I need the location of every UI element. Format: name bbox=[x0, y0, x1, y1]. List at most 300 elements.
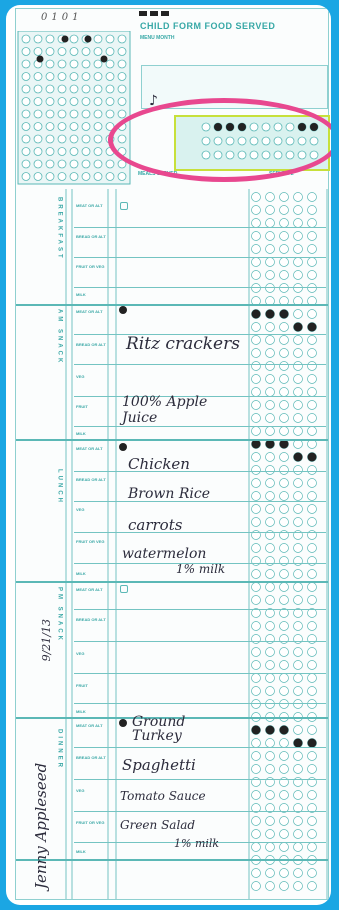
id-bubble bbox=[94, 123, 102, 131]
row-label: MEAT OR ALT bbox=[76, 309, 103, 314]
serving-bubble bbox=[266, 375, 275, 384]
serving-bubble bbox=[308, 557, 317, 566]
serving-bubble bbox=[266, 245, 275, 254]
serving-bubble bbox=[252, 635, 261, 644]
serving-bubble bbox=[252, 869, 261, 878]
serving-bubble bbox=[308, 544, 317, 553]
serving-bubble bbox=[266, 674, 275, 683]
id-bubble bbox=[58, 160, 66, 168]
serving-bubble bbox=[294, 310, 303, 319]
food-chicken: Chicken bbox=[128, 455, 190, 473]
id-bubble bbox=[94, 110, 102, 118]
serving-bubble bbox=[252, 583, 261, 592]
lunch-divider bbox=[16, 439, 328, 441]
serving-bubble bbox=[252, 323, 261, 332]
date-note: 9/21/13 bbox=[40, 619, 53, 662]
serving-bubble bbox=[280, 648, 289, 657]
id-bubble bbox=[58, 148, 66, 156]
serving-bubble bbox=[294, 570, 303, 579]
serving-bubble bbox=[294, 661, 303, 670]
serving-bubble bbox=[280, 791, 289, 800]
row-label: MEAT OR ALT bbox=[76, 587, 103, 592]
serving-bubble bbox=[280, 271, 289, 280]
serving-bubble bbox=[308, 349, 317, 358]
serving-bubble bbox=[266, 323, 275, 332]
id-bubble bbox=[82, 160, 90, 168]
served-label: SERVED 2 bbox=[269, 171, 294, 177]
row-label: MILK bbox=[76, 571, 86, 576]
id-bubble bbox=[34, 35, 42, 43]
id-bubble bbox=[22, 73, 30, 81]
serving-bubble bbox=[308, 635, 317, 644]
row-label: VEG bbox=[76, 374, 85, 379]
serving-bubble bbox=[280, 466, 289, 475]
serving-bubble bbox=[294, 687, 303, 696]
id-bubble bbox=[94, 60, 102, 68]
id-bubble bbox=[34, 85, 42, 93]
serving-bubble-filled bbox=[308, 453, 317, 462]
id-bubble bbox=[106, 73, 114, 81]
row-label: VEG bbox=[76, 788, 85, 793]
serving-bubble bbox=[252, 206, 261, 215]
id-bubble bbox=[106, 160, 114, 168]
serving-bubble bbox=[308, 401, 317, 410]
id-bubble bbox=[22, 98, 30, 106]
id-bubble bbox=[34, 48, 42, 56]
serving-bubble-filled bbox=[294, 323, 303, 332]
id-bubble bbox=[22, 110, 30, 118]
id-bubble bbox=[34, 98, 42, 106]
id-bubble bbox=[58, 85, 66, 93]
section-breakfast: BREAKFAST bbox=[56, 197, 63, 261]
serving-bubble-filled bbox=[252, 726, 261, 735]
serving-bubble bbox=[252, 791, 261, 800]
serving-bubble bbox=[252, 882, 261, 891]
serving-bubble bbox=[252, 401, 261, 410]
serving-bubble bbox=[280, 518, 289, 527]
serving-bubble bbox=[252, 245, 261, 254]
serving-bubble bbox=[294, 245, 303, 254]
serving-bubble bbox=[294, 349, 303, 358]
serving-bubble bbox=[308, 882, 317, 891]
serving-bubble bbox=[252, 622, 261, 631]
serving-bubble bbox=[266, 258, 275, 267]
serving-bubble bbox=[308, 518, 317, 527]
serving-bubble bbox=[266, 882, 275, 891]
serving-bubble bbox=[294, 479, 303, 488]
serving-bubble bbox=[308, 791, 317, 800]
serving-bubble bbox=[266, 271, 275, 280]
serving-bubble bbox=[252, 518, 261, 527]
serving-bubble-filled bbox=[266, 726, 275, 735]
serving-bubble bbox=[266, 284, 275, 293]
row-label: FRUIT OR VEG bbox=[76, 264, 105, 269]
row-label: VEG bbox=[76, 651, 85, 656]
serving-bubble bbox=[252, 427, 261, 436]
serving-bubble bbox=[294, 427, 303, 436]
id-bubble bbox=[82, 98, 90, 106]
serving-bubble bbox=[294, 466, 303, 475]
serving-bubble bbox=[266, 206, 275, 215]
filled-bubble bbox=[119, 306, 127, 314]
section-dinner: DINNER bbox=[56, 729, 63, 771]
serving-bubble-filled bbox=[294, 453, 303, 462]
serving-bubble bbox=[266, 505, 275, 514]
serving-bubble bbox=[266, 869, 275, 878]
food-juice: 100% Apple Juice bbox=[122, 394, 208, 426]
id-bubble bbox=[82, 123, 90, 131]
serving-bubble bbox=[308, 271, 317, 280]
id-bubble bbox=[94, 148, 102, 156]
serving-bubble bbox=[280, 323, 289, 332]
id-bubble-grid bbox=[16, 31, 136, 186]
row-label: BREAD OR ALT bbox=[76, 234, 106, 239]
serving-bubble bbox=[280, 882, 289, 891]
id-bubble bbox=[46, 135, 54, 143]
serving-bubble bbox=[308, 492, 317, 501]
serving-bubble bbox=[252, 817, 261, 826]
serving-bubble bbox=[280, 453, 289, 462]
serving-bubble bbox=[294, 258, 303, 267]
serving-bubble bbox=[252, 544, 261, 553]
serving-bubble bbox=[252, 570, 261, 579]
serving-bubble bbox=[280, 817, 289, 826]
serving-bubble bbox=[280, 336, 289, 345]
serving-bubble bbox=[308, 362, 317, 371]
food-milk: 1% milk bbox=[176, 562, 226, 576]
serving-bubble bbox=[252, 414, 261, 423]
serving-bubble bbox=[266, 765, 275, 774]
serving-bubble bbox=[252, 453, 261, 462]
id-bubble bbox=[106, 85, 114, 93]
id-bubble bbox=[58, 135, 66, 143]
serving-bubble bbox=[280, 427, 289, 436]
serving-bubble bbox=[308, 245, 317, 254]
serving-bubble bbox=[252, 492, 261, 501]
id-bubble bbox=[58, 73, 66, 81]
serving-bubble bbox=[252, 687, 261, 696]
id-bubble bbox=[94, 98, 102, 106]
serving-bubble bbox=[308, 505, 317, 514]
serving-bubble-filled bbox=[266, 310, 275, 319]
am-snack-divider bbox=[16, 304, 328, 306]
serving-bubble bbox=[252, 557, 261, 566]
serving-bubble bbox=[252, 375, 261, 384]
serving-bubble bbox=[252, 505, 261, 514]
serving-bubble bbox=[266, 830, 275, 839]
serving-bubble bbox=[252, 700, 261, 709]
serving-bubble bbox=[308, 752, 317, 761]
serving-bubble bbox=[266, 232, 275, 241]
serving-bubble bbox=[266, 479, 275, 488]
id-bubble bbox=[118, 173, 126, 181]
id-bubble bbox=[46, 85, 54, 93]
serving-bubble bbox=[308, 700, 317, 709]
serving-bubble bbox=[280, 830, 289, 839]
id-bubble bbox=[70, 160, 78, 168]
serving-bubble bbox=[252, 349, 261, 358]
id-bubble bbox=[82, 110, 90, 118]
id-bubble bbox=[106, 48, 114, 56]
serving-bubble bbox=[294, 271, 303, 280]
id-bubble bbox=[46, 98, 54, 106]
id-bubble bbox=[34, 110, 42, 118]
serving-bubble bbox=[266, 648, 275, 657]
id-bubble bbox=[22, 123, 30, 131]
highlight-circle bbox=[108, 98, 331, 182]
serving-bubble bbox=[280, 401, 289, 410]
serving-bubble bbox=[280, 414, 289, 423]
handwritten-check: ♪ bbox=[149, 93, 158, 109]
evening-divider bbox=[16, 859, 328, 861]
id-bubble bbox=[94, 135, 102, 143]
serving-bubble-filled bbox=[252, 310, 261, 319]
serving-bubble bbox=[308, 726, 317, 735]
id-bubble bbox=[34, 160, 42, 168]
id-bubble bbox=[70, 85, 78, 93]
pm-snack-divider bbox=[16, 581, 328, 583]
serving-bubble bbox=[280, 193, 289, 202]
id-bubble bbox=[106, 173, 114, 181]
serving-bubble bbox=[252, 765, 261, 774]
serving-bubble bbox=[280, 349, 289, 358]
row-label: BREAD OR ALT bbox=[76, 755, 106, 760]
serving-bubble bbox=[280, 583, 289, 592]
serving-bubble bbox=[266, 427, 275, 436]
checkbox[interactable] bbox=[120, 202, 128, 210]
serving-bubble bbox=[294, 414, 303, 423]
filled-bubble bbox=[119, 719, 127, 727]
serving-bubble bbox=[294, 791, 303, 800]
serving-bubble bbox=[252, 596, 261, 605]
serving-bubble bbox=[308, 830, 317, 839]
id-bubble bbox=[118, 60, 126, 68]
serving-bubble bbox=[252, 479, 261, 488]
serving-bubble bbox=[294, 700, 303, 709]
serving-bubble bbox=[294, 752, 303, 761]
section-am-snack: AM SNACK bbox=[56, 309, 63, 366]
serving-bubble bbox=[266, 401, 275, 410]
id-bubble bbox=[34, 148, 42, 156]
row-label: FRUIT bbox=[76, 683, 88, 688]
serving-bubble bbox=[280, 843, 289, 852]
serving-bubble bbox=[294, 518, 303, 527]
id-bubble bbox=[82, 60, 90, 68]
serving-bubble bbox=[280, 258, 289, 267]
serving-bubble bbox=[252, 362, 261, 371]
row-label: BREAD OR ALT bbox=[76, 477, 106, 482]
id-bubble bbox=[106, 35, 114, 43]
id-bubble bbox=[70, 173, 78, 181]
id-bubble bbox=[94, 48, 102, 56]
serving-bubble bbox=[266, 466, 275, 475]
serving-bubble bbox=[252, 752, 261, 761]
id-bubble bbox=[46, 123, 54, 131]
serving-bubble bbox=[280, 505, 289, 514]
serving-bubble bbox=[308, 843, 317, 852]
serving-bubble bbox=[308, 193, 317, 202]
serving-bubble bbox=[252, 232, 261, 241]
serving-bubble bbox=[266, 518, 275, 527]
section-pm-snack: PM SNACK bbox=[56, 587, 63, 644]
serving-bubble bbox=[266, 583, 275, 592]
serving-bubble bbox=[308, 583, 317, 592]
serving-bubble bbox=[252, 284, 261, 293]
serving-bubble bbox=[252, 466, 261, 475]
serving-bubble bbox=[266, 414, 275, 423]
serving-bubble bbox=[252, 830, 261, 839]
serving-bubble bbox=[266, 557, 275, 566]
section-lunch: LUNCH bbox=[56, 469, 63, 505]
id-bubble bbox=[22, 135, 30, 143]
serving-bubble bbox=[308, 765, 317, 774]
serving-bubble bbox=[266, 622, 275, 631]
food-milk-dinner: 1% milk bbox=[174, 837, 220, 850]
serving-bubble bbox=[266, 661, 275, 670]
serving-bubble bbox=[280, 232, 289, 241]
checkbox[interactable] bbox=[120, 585, 128, 593]
id-bubble bbox=[118, 85, 126, 93]
serving-bubble bbox=[280, 700, 289, 709]
serving-bubble bbox=[294, 284, 303, 293]
serving-bubble bbox=[266, 752, 275, 761]
id-bubble bbox=[82, 135, 90, 143]
serving-bubble bbox=[266, 544, 275, 553]
serving-bubble bbox=[308, 206, 317, 215]
serving-bubble bbox=[280, 869, 289, 878]
id-bubble bbox=[46, 148, 54, 156]
food-spaghetti: Spaghetti bbox=[122, 756, 196, 774]
id-bubble bbox=[34, 173, 42, 181]
serving-bubble bbox=[252, 258, 261, 267]
id-bubble bbox=[94, 73, 102, 81]
serving-bubble bbox=[280, 206, 289, 215]
id-bubble bbox=[58, 123, 66, 131]
filled-bubble bbox=[119, 443, 127, 451]
row-label: FRUIT OR VEG bbox=[76, 820, 105, 825]
id-bubble bbox=[58, 48, 66, 56]
id-bubble bbox=[46, 160, 54, 168]
serving-bubble bbox=[280, 674, 289, 683]
id-bubble bbox=[70, 73, 78, 81]
serving-bubble bbox=[294, 583, 303, 592]
row-label: FRUIT bbox=[76, 404, 88, 409]
serving-bubble bbox=[280, 752, 289, 761]
serving-bubble bbox=[308, 479, 317, 488]
id-bubble bbox=[106, 60, 114, 68]
serving-bubble bbox=[294, 206, 303, 215]
serving-bubble bbox=[294, 193, 303, 202]
row-label: MEAT OR ALT bbox=[76, 203, 103, 208]
row-label: BREAD OR ALT bbox=[76, 342, 106, 347]
id-bubble bbox=[22, 35, 30, 43]
serving-bubble bbox=[280, 375, 289, 384]
serving-bubble bbox=[266, 791, 275, 800]
serving-bubble bbox=[294, 843, 303, 852]
serving-bubble bbox=[280, 245, 289, 254]
id-bubble bbox=[34, 135, 42, 143]
serving-bubble bbox=[280, 622, 289, 631]
id-bubble bbox=[106, 110, 114, 118]
serving-bubble bbox=[294, 869, 303, 878]
food-tomato-sauce: Tomato Sauce bbox=[120, 789, 206, 803]
id-bubble bbox=[94, 160, 102, 168]
serving-bubble bbox=[294, 635, 303, 644]
serving-bubble bbox=[308, 414, 317, 423]
id-bubble bbox=[46, 60, 54, 68]
id-bubble bbox=[82, 73, 90, 81]
id-bubble bbox=[58, 110, 66, 118]
row-label: VEG bbox=[76, 507, 85, 512]
serving-bubble bbox=[280, 284, 289, 293]
serving-bubble bbox=[294, 830, 303, 839]
serving-bubble bbox=[266, 362, 275, 371]
serving-bubble bbox=[308, 375, 317, 384]
form-id: 0101 bbox=[41, 12, 83, 23]
id-bubble bbox=[70, 148, 78, 156]
serving-bubble bbox=[308, 284, 317, 293]
row-label: MEAT OR ALT bbox=[76, 723, 103, 728]
row-label: BREAD OR ALT bbox=[76, 617, 106, 622]
barcode-marks bbox=[139, 11, 169, 16]
serving-bubble bbox=[294, 544, 303, 553]
id-bubble bbox=[70, 48, 78, 56]
id-bubble bbox=[118, 35, 126, 43]
form-title: CHILD FORM FOOD SERVED bbox=[140, 21, 276, 31]
serving-bubble bbox=[252, 648, 261, 657]
serving-bubble bbox=[294, 401, 303, 410]
id-bubble bbox=[94, 173, 102, 181]
meals-served-label: MEALS SERVED bbox=[138, 171, 178, 177]
serving-bubble bbox=[266, 817, 275, 826]
serving-bubble bbox=[294, 557, 303, 566]
id-bubble bbox=[34, 123, 42, 131]
serving-bubble bbox=[280, 661, 289, 670]
serving-bubble bbox=[266, 193, 275, 202]
serving-bubble bbox=[294, 882, 303, 891]
food-green-salad: Green Salad bbox=[120, 818, 196, 832]
serving-bubble bbox=[280, 687, 289, 696]
serving-bubble bbox=[280, 635, 289, 644]
row-label: MEAT OR ALT bbox=[76, 446, 103, 451]
row-label: MILK bbox=[76, 709, 86, 714]
food-watermelon: watermelon bbox=[122, 546, 207, 562]
serving-bubble bbox=[266, 349, 275, 358]
serving-bubble bbox=[308, 596, 317, 605]
id-bubble bbox=[118, 73, 126, 81]
id-bubble bbox=[34, 73, 42, 81]
id-bubble bbox=[22, 173, 30, 181]
serving-bubble bbox=[308, 674, 317, 683]
serving-bubble bbox=[266, 336, 275, 345]
serving-bubble bbox=[308, 232, 317, 241]
menu-month-label: MENU MONTH bbox=[140, 35, 175, 41]
serving-bubble bbox=[266, 570, 275, 579]
id-bubble bbox=[94, 35, 102, 43]
serving-bubble bbox=[308, 869, 317, 878]
id-bubble bbox=[22, 148, 30, 156]
serving-bubble bbox=[294, 648, 303, 657]
id-bubble bbox=[70, 98, 78, 106]
id-bubble bbox=[70, 35, 78, 43]
serving-bubble bbox=[266, 687, 275, 696]
serving-bubble bbox=[266, 635, 275, 644]
food-ritz: Ritz crackers bbox=[126, 334, 240, 354]
serving-bubble bbox=[294, 375, 303, 384]
row-label: MILK bbox=[76, 431, 86, 436]
row-label: MILK bbox=[76, 849, 86, 854]
food-carrots: carrots bbox=[128, 516, 183, 534]
